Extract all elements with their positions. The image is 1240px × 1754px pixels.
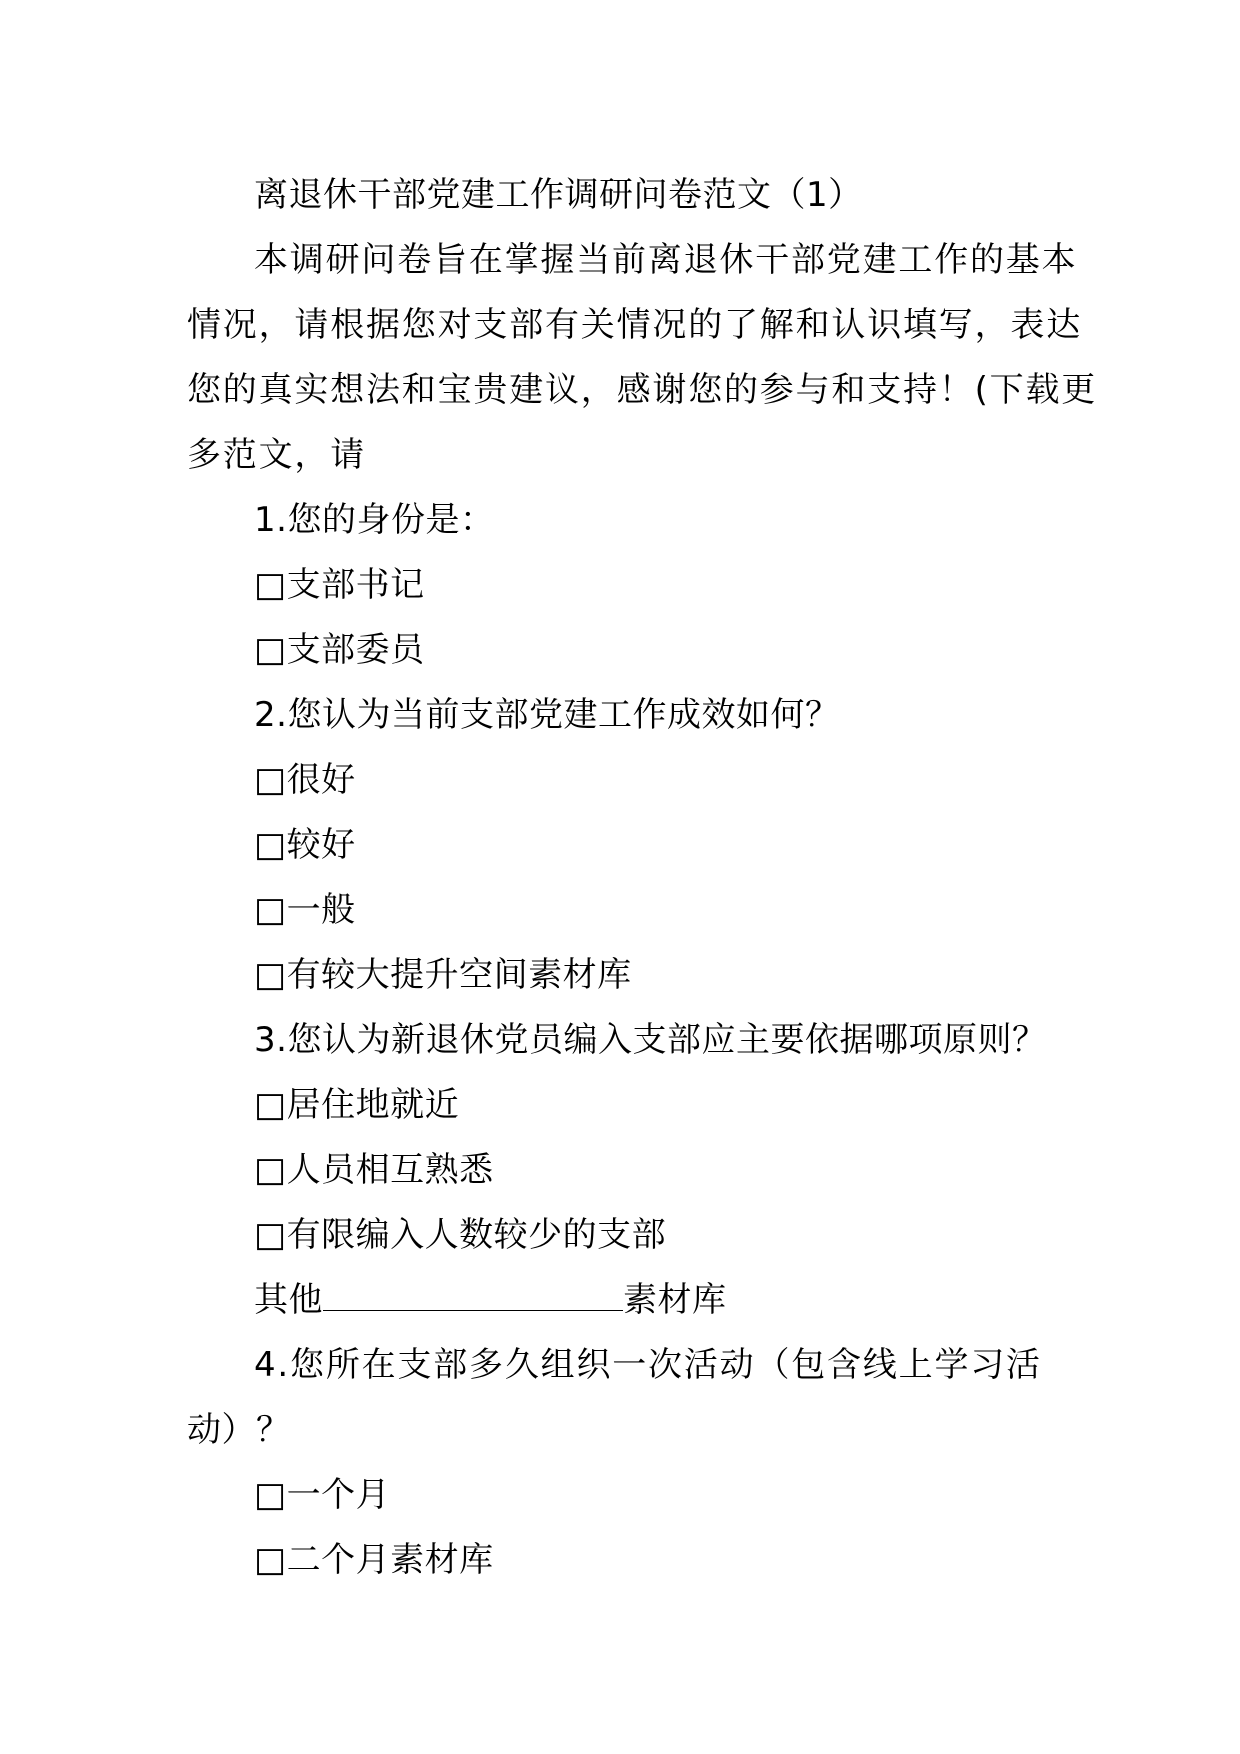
- q1-option-2[interactable]: □支部委员: [254, 630, 425, 670]
- intro-line-1: 本调研问卷旨在掌握当前离退休干部党建工作的基本: [254, 240, 1078, 280]
- q3-option-1[interactable]: □居住地就近: [254, 1085, 460, 1125]
- question-4-line-2: 动）？: [187, 1410, 291, 1450]
- question-3: 3.您认为新退休党员编入支部应主要依据哪项原则？: [254, 1020, 1047, 1060]
- q2-option-1[interactable]: □很好: [254, 760, 356, 800]
- question-1: 1.您的身份是：: [254, 500, 495, 540]
- q3-other-prefix: 其他: [254, 1280, 323, 1320]
- q3-option-2[interactable]: □人员相互熟悉: [254, 1150, 494, 1190]
- q3-option-3[interactable]: □有限编入人数较少的支部: [254, 1215, 667, 1255]
- q3-other-suffix: 素材库: [623, 1280, 727, 1320]
- q4-option-2[interactable]: □二个月素材库: [254, 1540, 494, 1580]
- intro-line-3: 您的真实想法和宝贵建议，感谢您的参与和支持！(下载更: [187, 370, 1098, 410]
- document-title: 离退休干部党建工作调研问卷范文（1）: [254, 175, 863, 215]
- question-4-line-1: 4.您所在支部多久组织一次活动（包含线上学习活: [254, 1345, 1042, 1385]
- q2-option-3[interactable]: □一般: [254, 890, 356, 930]
- document-page: [187, 163, 1098, 1593]
- q3-other-row: [187, 1268, 1057, 1333]
- q3-other-blank-field[interactable]: [323, 1280, 623, 1311]
- q1-option-1[interactable]: □支部书记: [254, 565, 425, 605]
- intro-line-2: 情况，请根据您对支部有关情况的了解和认识填写，表达: [187, 305, 1082, 345]
- q4-option-1[interactable]: □一个月: [254, 1475, 391, 1515]
- question-2: 2.您认为当前支部党建工作成效如何？: [254, 695, 840, 735]
- q2-option-2[interactable]: □较好: [254, 825, 356, 865]
- q2-option-4[interactable]: □有较大提升空间素材库: [254, 955, 632, 995]
- intro-line-4: 多范文，请: [187, 435, 366, 475]
